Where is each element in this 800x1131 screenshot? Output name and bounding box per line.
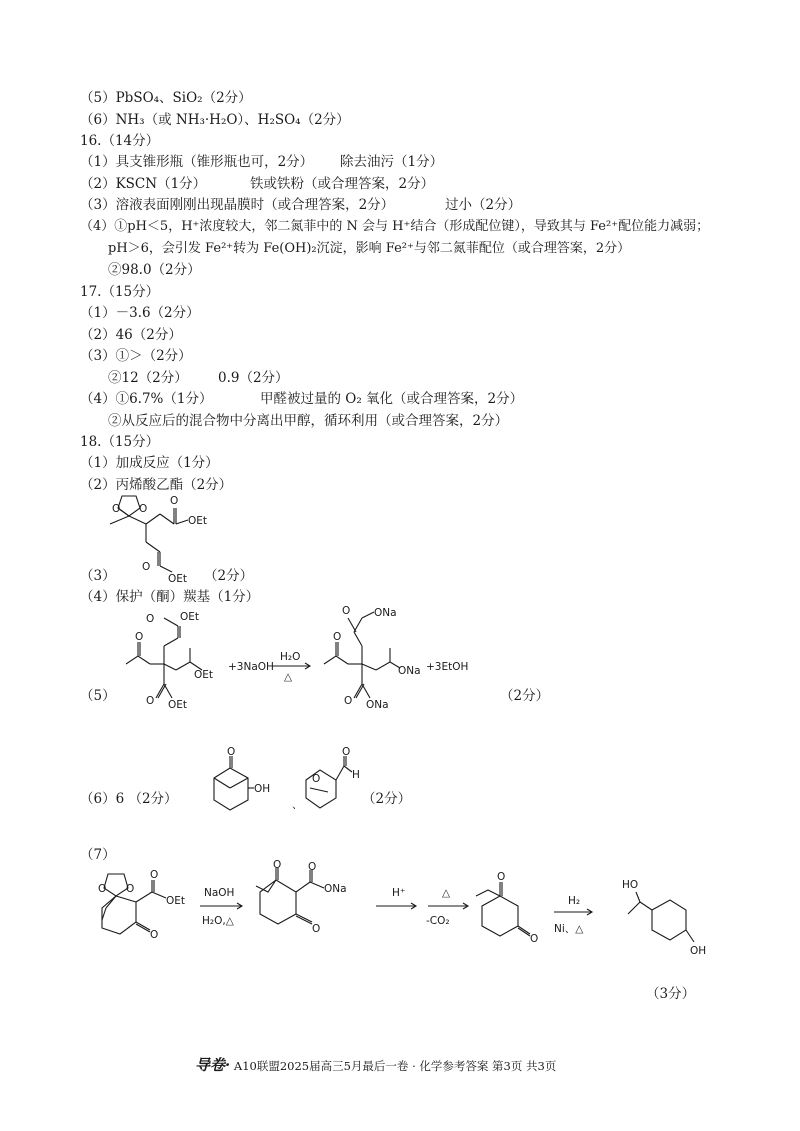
q16-part3-a: （3）溶液表面刚刚出现晶膜时（或合理答案，2分） <box>80 197 395 213</box>
svg-text:O: O <box>170 495 179 507</box>
svg-text:OEt: OEt <box>168 699 188 711</box>
svg-text:O: O <box>98 883 107 895</box>
footer-text: A10联盟2025届高三5月最后一卷 · 化学参考答案 第3页 共3页 <box>233 1059 557 1073</box>
svg-text:-CO₂: -CO₂ <box>426 915 450 927</box>
q18-part5-reaction <box>120 604 520 724</box>
q18-part1: （1）加成反应（1分） <box>80 455 219 471</box>
svg-text:O: O <box>126 883 135 895</box>
page-footer <box>195 1054 556 1075</box>
svg-text:OEt: OEt <box>166 895 186 907</box>
q18-part6-structures <box>200 748 380 828</box>
q16-part2-a: （2）KSCN（1分） <box>80 176 207 192</box>
q18-part3-score: （2分） <box>204 568 254 584</box>
q16-part4-a: （4）①pH＜5，H⁺浓度较大，邻二氮菲中的 N 会与 H⁺结合（形成配位键），导致其与 Fe²⁺配位能力减弱； <box>80 219 710 234</box>
q18-part3-label: （3） <box>80 568 116 584</box>
q17-part4-b: 甲醛被过量的 O₂ 氧化（或合理答案，2分） <box>260 391 524 407</box>
svg-text:O: O <box>135 631 144 643</box>
q18-part5-score: （2分） <box>500 688 550 704</box>
svg-text:OEt: OEt <box>168 573 188 585</box>
svg-text:ONa: ONa <box>374 607 397 619</box>
svg-text:O: O <box>273 859 282 871</box>
q17-part4-a: （4）①6.7%（1分） <box>80 391 213 407</box>
svg-text:H₂: H₂ <box>568 895 581 907</box>
svg-text:△: △ <box>442 887 451 899</box>
q17-part3-b: ②12（2分） <box>108 370 188 386</box>
q16-part4-c: ②98.0（2分） <box>108 262 201 278</box>
q16-part1-b: 除去油污（1分） <box>340 154 444 170</box>
svg-text:O: O <box>146 695 155 707</box>
svg-text:OEt: OEt <box>194 669 214 681</box>
svg-text:H⁺: H⁺ <box>392 887 406 899</box>
q15-part6: （6）NH₃（或 NH₃·H₂O）、H₂SO₄（2分） <box>80 112 350 128</box>
svg-text:H₂O: H₂O <box>280 651 301 663</box>
svg-text:O: O <box>497 871 506 883</box>
svg-text:O: O <box>112 503 121 515</box>
q17-part3-c: 0.9（2分） <box>218 370 289 386</box>
svg-text:O: O <box>342 746 351 758</box>
q18-part6-score: （2分） <box>362 791 412 807</box>
svg-text:H: H <box>352 769 360 781</box>
q17-header: 17.（15分） <box>80 284 160 300</box>
q18-part2: （2）丙烯酸乙酯（2分） <box>80 477 233 493</box>
svg-text:HO: HO <box>622 879 639 891</box>
svg-text:、: 、 <box>292 799 303 811</box>
svg-text:O: O <box>308 861 317 873</box>
q17-part1: （1）－3.6（2分） <box>80 305 200 321</box>
q16-header: 16.（14分） <box>80 133 160 149</box>
svg-text:O: O <box>530 933 539 945</box>
svg-text:OEt: OEt <box>188 515 208 527</box>
q18-part5-label: （5） <box>80 688 116 704</box>
svg-text:O: O <box>139 503 148 515</box>
q18-part7-label: （7） <box>80 847 116 863</box>
q18-part7-score: （3分） <box>646 986 696 1002</box>
q16-part2-b: 铁或铁粉（或合理答案，2分） <box>250 176 435 192</box>
svg-text:H₂O,△: H₂O,△ <box>202 915 234 927</box>
q18-part6-label: （6）6 （2分） <box>80 791 178 807</box>
svg-text:OH: OH <box>690 945 707 957</box>
q17-part4-c: ②从反应后的混合物中分离出甲醇，循环利用（或合理答案，2分） <box>108 413 509 429</box>
svg-text:△: △ <box>284 671 293 683</box>
svg-text:OEt: OEt <box>180 611 200 623</box>
svg-text:O: O <box>344 695 353 707</box>
svg-text:+3EtOH: +3EtOH <box>426 661 469 673</box>
q16-part3-b: 过小（2分） <box>445 197 522 213</box>
q15-part5: （5）PbSO₄、SiO₂（2分） <box>80 90 252 106</box>
svg-text:Ni、△: Ni、△ <box>554 923 584 935</box>
q16-part4-b: pH＞6，会引发 Fe²⁺转为 Fe(OH)₂沉淀，影响 Fe²⁺与邻二氮菲配位（或合理答案，2分） <box>108 241 631 256</box>
svg-text:O: O <box>150 869 159 881</box>
q16-part1-a: （1）具支锥形瓶（锥形瓶也可，2分） <box>80 154 314 170</box>
svg-text:ONa: ONa <box>398 665 421 677</box>
svg-text:O: O <box>150 929 159 941</box>
svg-text:ONa: ONa <box>366 699 389 711</box>
svg-text:O: O <box>312 773 321 785</box>
svg-text:O: O <box>312 923 321 935</box>
svg-text:ONa: ONa <box>324 883 347 895</box>
q17-part2: （2）46（2分） <box>80 327 182 343</box>
svg-text:O: O <box>142 561 151 573</box>
svg-text:NaOH: NaOH <box>204 887 235 899</box>
svg-text:O: O <box>227 746 236 758</box>
svg-text:+3NaOH: +3NaOH <box>228 661 274 673</box>
brand-logo: 导卷· <box>195 1056 231 1074</box>
svg-text:O: O <box>342 605 351 617</box>
q18-part4: （4）保护（酮）羰基（1分） <box>80 589 260 605</box>
q18-header: 18.（15分） <box>80 434 160 450</box>
q17-part3-a: （3）①＞（2分） <box>80 348 192 364</box>
svg-text:OH: OH <box>254 783 271 795</box>
q18-part7-route <box>80 859 720 972</box>
svg-text:O: O <box>333 631 342 643</box>
svg-text:O: O <box>146 613 155 625</box>
